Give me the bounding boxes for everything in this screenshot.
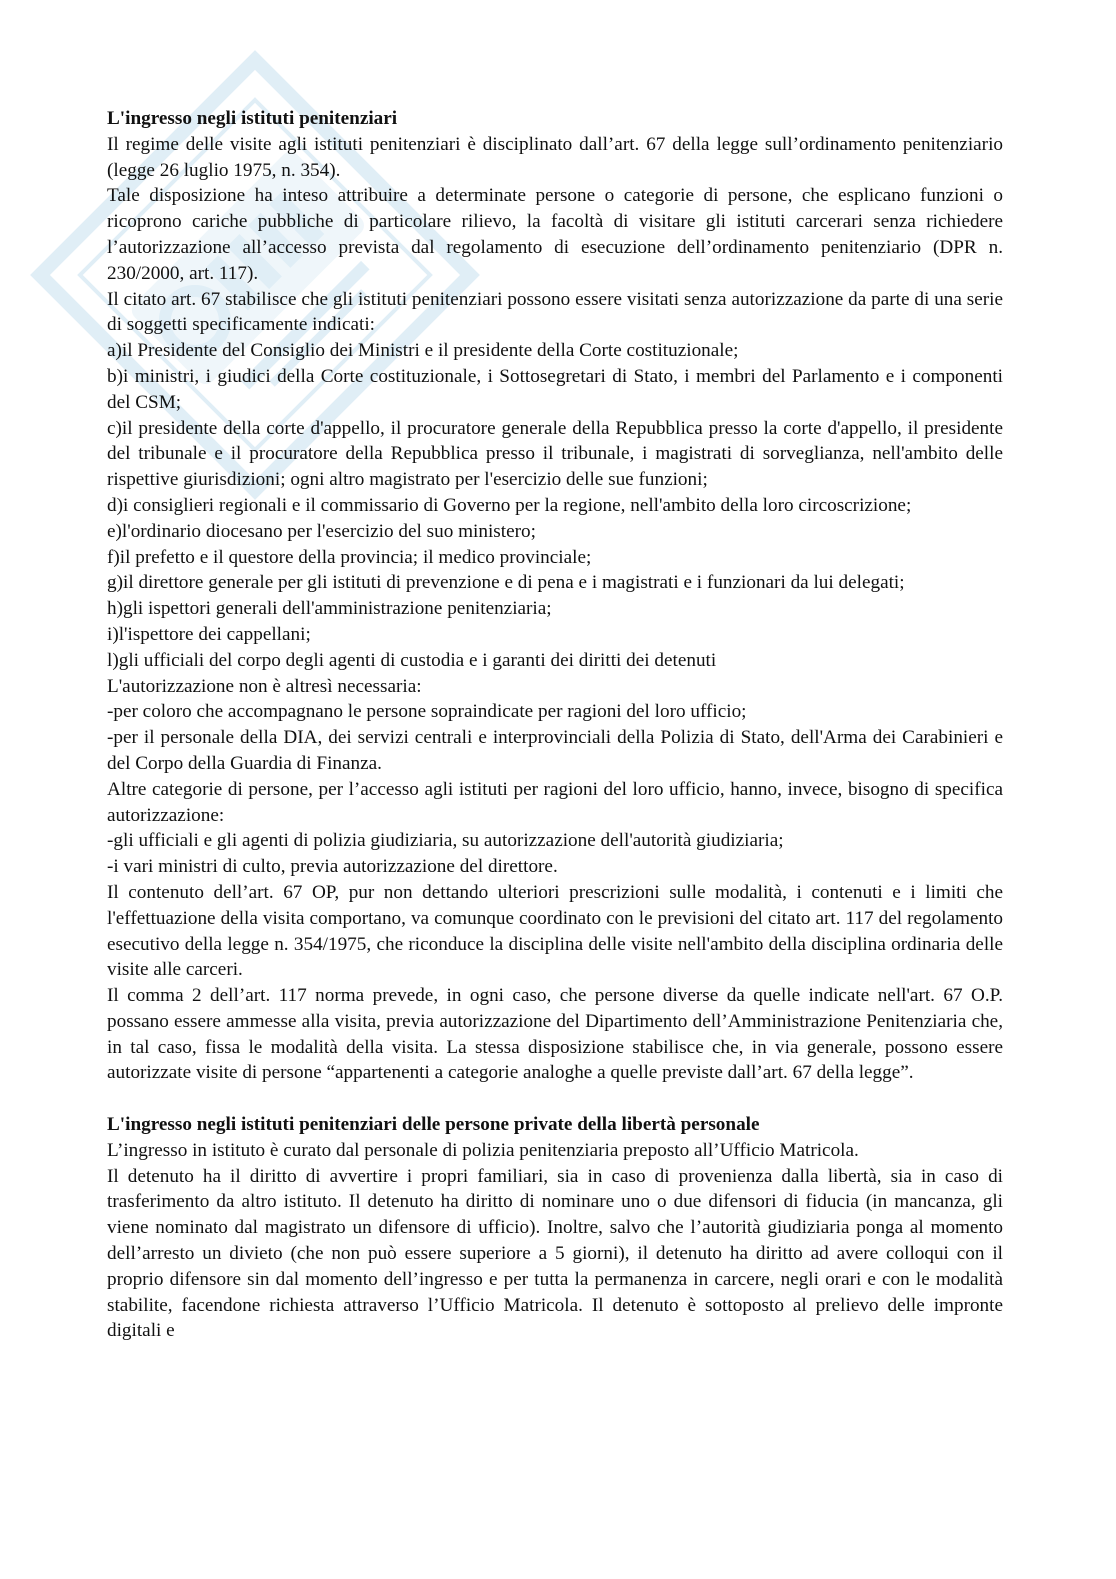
list-item: g)il direttore generale per gli istituti di prevenzione e di pena e i magistrati e i funzionari da lui delegati; [107,572,905,594]
list-item: -gli ufficiali e gli agenti di polizia giudiziaria, su autorizzazione dell'autorità giudiziaria; [107,830,784,852]
list-item: i)l'ispettore dei cappellani; [107,623,311,645]
document-body [107,106,1003,1344]
list-item: l)gli ufficiali del corpo degli agenti di custodia e i garanti dei diritti dei detenuti [107,649,717,671]
paragraph: Altre categorie di persone, per l’accesso agli istituti per ragioni del loro ufficio, hanno, invece, bisogno di specifica autorizzazione: [107,778,1003,826]
list-item: b)i ministri, i giudici della Corte costituzionale, i Sottosegretari di Stato, i membri del Parlamento e i componenti del CSM; [107,365,1003,413]
list-item: c)il presidente della corte d'appello, il procuratore generale della Repubblica presso la corte d'appello, il presidente del tribunale e il procuratore della Repubblica presso il tribunale, i magistrati di sorveglianza, nell'ambito delle rispettive giurisdizioni; ogni altro magistrato per l'esercizio delle sue funzioni; [107,417,1003,491]
list-item: -i vari ministri di culto, previa autorizzazione del direttore. [107,856,558,878]
list-item: a)il Presidente del Consiglio dei Ministri e il presidente della Corte costituzionale; [107,340,739,362]
section-spacer [107,1086,1003,1112]
list-item: -per il personale della DIA, dei servizi centrali e interprovinciali della Polizia di Stato, dell'Arma dei Carabinieri e del Corpo della Guardia di Finanza. [107,727,1003,774]
section-title-detainees: L'ingresso negli istituti penitenziari delle persone private della libertà personale [107,1114,760,1136]
section-title-visits: L'ingresso negli istituti penitenziari [107,108,398,129]
paragraph: L’ingresso in istituto è curato dal personale di polizia penitenziaria preposto all’Ufficio Matricola. [107,1139,859,1161]
paragraph: Tale disposizione ha inteso attribuire a determinate persone o categorie di persone, che esplicano funzioni o ricoprono cariche pubbliche di particolare rilievo, la facoltà di visitare gli istituti carcerari senza richiedere l’autorizzazione all’accesso prevista dal regolamento di esecuzione dell’ordinamento penitenziario (DPR n. 230/2000, art. 117). [107,185,1003,284]
list-item: f)il prefetto e il questore della provincia; il medico provinciale; [107,546,592,568]
paragraph: L'autorizzazione non è altresì necessaria: [107,675,422,697]
list-item: h)gli ispettori generali dell'amministrazione penitenziaria; [107,598,552,620]
paragraph: Il detenuto ha il diritto di avvertire i propri familiari, sia in caso di provenienza dalla libertà, sia in caso di trasferimento da altro istituto. Il detenuto ha diritto di nominare uno o due difensori di fiducia (in mancanza, gli viene nominato dal magistrato un difensore di ufficio). Inoltre, salvo che l’autorità giudiziaria ponga al momento dell’arresto un divieto (che non può essere superiore a 5 giorni), il detenuto ha diritto ad avere colloqui con il proprio difensore sin dal momento dell’ingresso e per tutta la permanenza in carcere, negli orari e con le modalità stabilite, facendone richiesta attraverso l’Ufficio Matricola. Il detenuto è sottoposto al prelievo delle impronte digitali e [107,1165,1003,1342]
list-item: e)l'ordinario diocesano per l'esercizio del suo ministero; [107,520,536,542]
list-item: d)i consiglieri regionali e il commissario di Governo per la regione, nell'ambito della loro circoscrizione; [107,494,912,516]
paragraph: Il contenuto dell’art. 67 OP, pur non dettando ulteriori prescrizioni sulle modalità, i contenuti e i limiti che l'effettuazione della visita comportano, va comunque coordinato con le previsioni del citato art. 117 del regolamento esecutivo della legge n. 354/1975, che riconduce la disciplina delle visite nell'ambito della disciplina ordinaria delle visite alle carceri. [107,881,1003,981]
paragraph: Il citato art. 67 stabilisce che gli istituti penitenziari possono essere visitati senza autorizzazione da parte di una serie di soggetti specificamente indicati: [107,288,1003,336]
paragraph: Il regime delle visite agli istituti penitenziari è disciplinato dall’art. 67 della legge sull’ordinamento penitenziario (legge 26 luglio 1975, n. 354). [107,133,1003,181]
paragraph: Il comma 2 dell’art. 117 norma prevede, in ogni caso, che persone diverse da quelle indicate nell'art. 67 O.P. possano essere ammesse alla visita, previa autorizzazione del Dipartimento dell’Amministrazione Penitenziaria che, in tal caso, fissa le modalità della visita. La stessa disposizione stabilisce che, in via generale, possono essere autorizzate visite di persone “appartenenti a categorie analoghe a quelle previste dall’art. 67 della legge”. [107,985,1003,1084]
list-item: -per coloro che accompagnano le persone sopraindicate per ragioni del loro ufficio; [107,701,747,723]
